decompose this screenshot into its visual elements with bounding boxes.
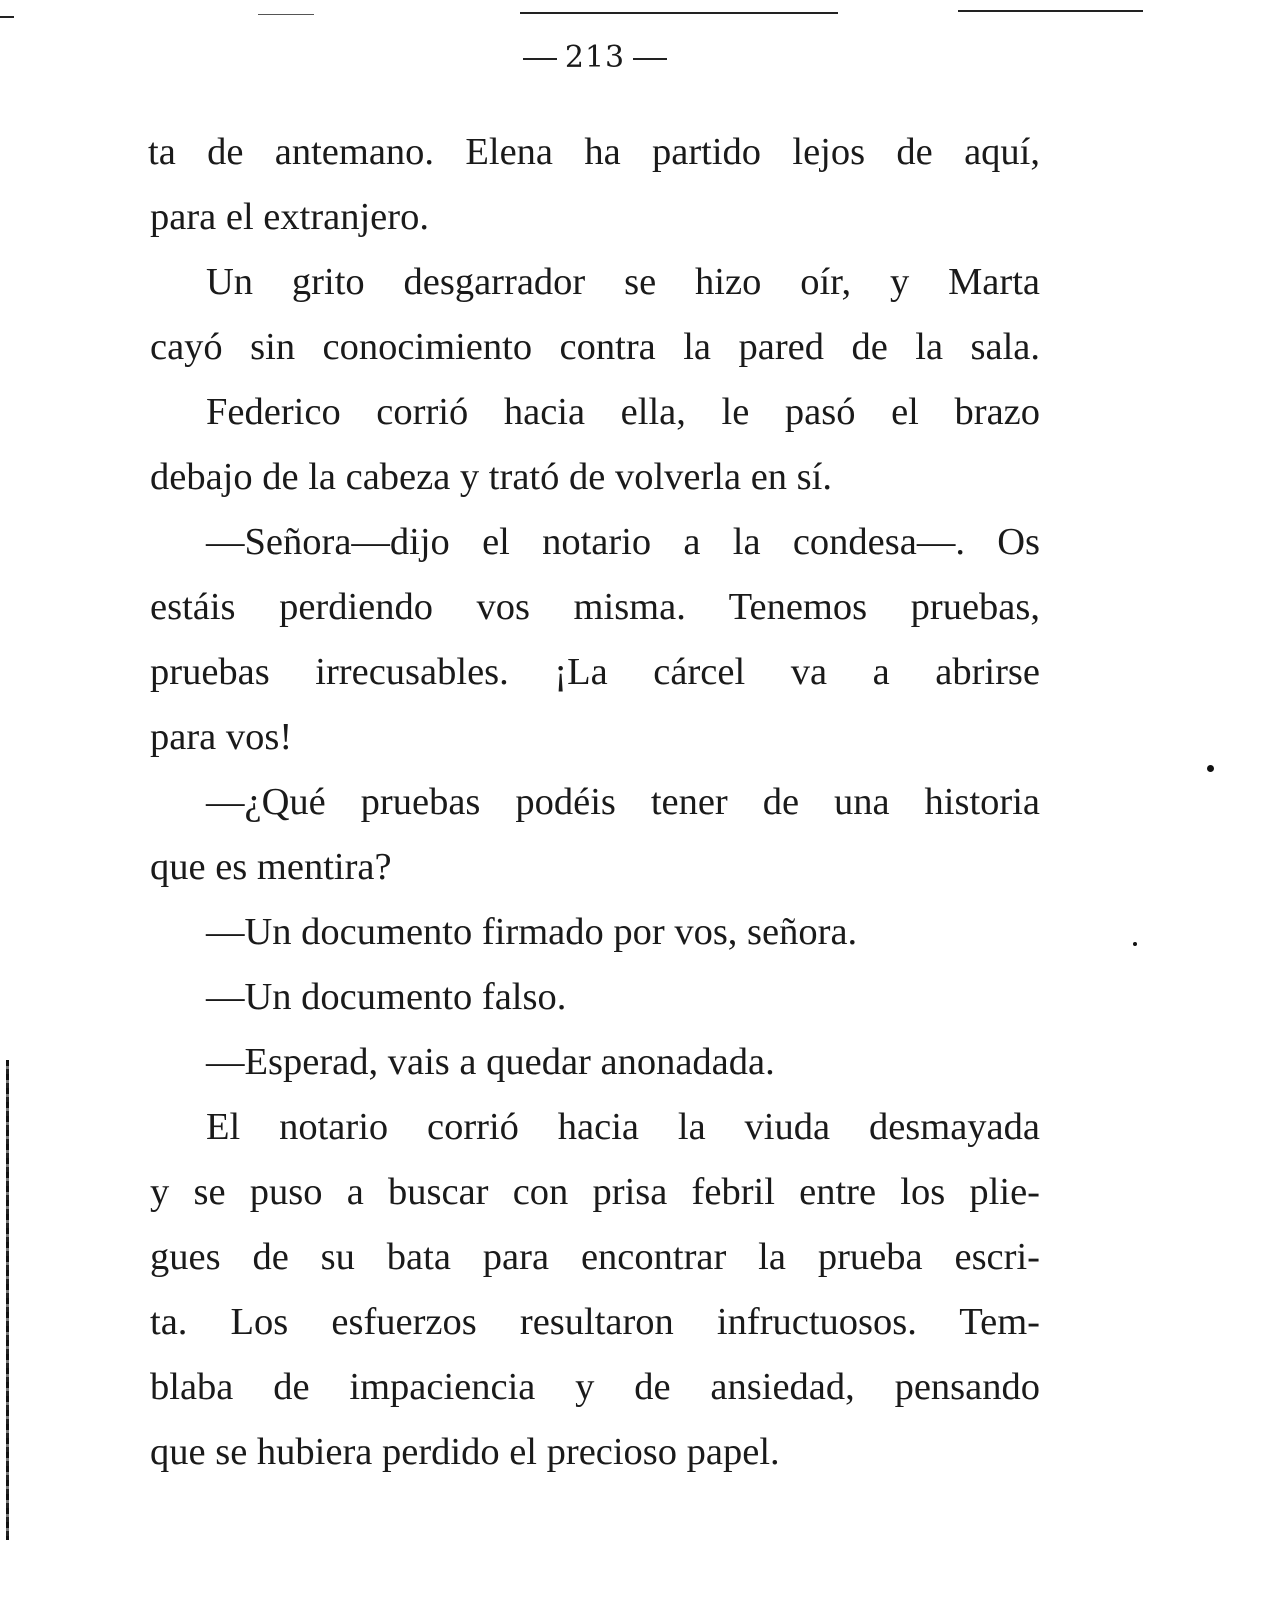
- top-rule: [0, 16, 14, 18]
- text-line: debajo de la cabeza y trató de volverla en sí.: [150, 456, 832, 498]
- text-line: El notario corrió hacia la viuda desmayada: [206, 1106, 1040, 1148]
- top-rule: [258, 14, 314, 15]
- text-line: —Un documento falso.: [206, 976, 567, 1018]
- page-number: [0, 40, 1190, 75]
- top-rule: [520, 12, 838, 14]
- text-line: para vos!: [150, 716, 293, 758]
- text-line: Un grito desgarrador se hizo oír, y Marta: [206, 261, 1040, 303]
- text-line: pruebas irrecusables. ¡La cárcel va a abrirse: [150, 651, 1040, 693]
- text-line: —¿Qué pruebas podéis tener de una historia: [206, 781, 1040, 823]
- text-line: que es mentira?: [150, 846, 392, 888]
- page-number-value: 213: [564, 40, 626, 75]
- text-line: —Señora—dijo el notario a la condesa—. Os: [206, 521, 1040, 563]
- top-rule: [958, 10, 1143, 12]
- text-line: ta de antemano. Elena ha partido lejos de aquí,: [148, 131, 1040, 173]
- text-line: para el extranjero.: [150, 196, 429, 238]
- text-line: gues de su bata para encontrar la prueba escri-: [150, 1236, 1040, 1278]
- text-line: ta. Los esfuerzos resultaron infructuosos. Tem-: [150, 1301, 1040, 1343]
- ink-speck: [1133, 942, 1137, 946]
- page-number-dash-right: [633, 58, 667, 60]
- text-line: —Esperad, vais a quedar anonadada.: [206, 1041, 775, 1083]
- ink-speck: [1207, 765, 1214, 772]
- text-line: y se puso a buscar con prisa febril entre los plie-: [150, 1171, 1040, 1213]
- text-line: blaba de impaciencia y de ansiedad, pensando: [150, 1366, 1040, 1408]
- text-line: cayó sin conocimiento contra la pared de la sala.: [150, 326, 1040, 368]
- text-line: que se hubiera perdido el precioso papel.: [150, 1431, 780, 1473]
- text-line: Federico corrió hacia ella, le pasó el brazo: [206, 391, 1040, 433]
- text-line: estáis perdiendo vos misma. Tenemos pruebas,: [150, 586, 1040, 628]
- text-line: —Un documento firmado por vos, señora.: [206, 911, 858, 953]
- body-text: [150, 120, 1040, 1485]
- page-number-dash-left: [523, 58, 557, 60]
- binding-edge: [6, 1060, 9, 1540]
